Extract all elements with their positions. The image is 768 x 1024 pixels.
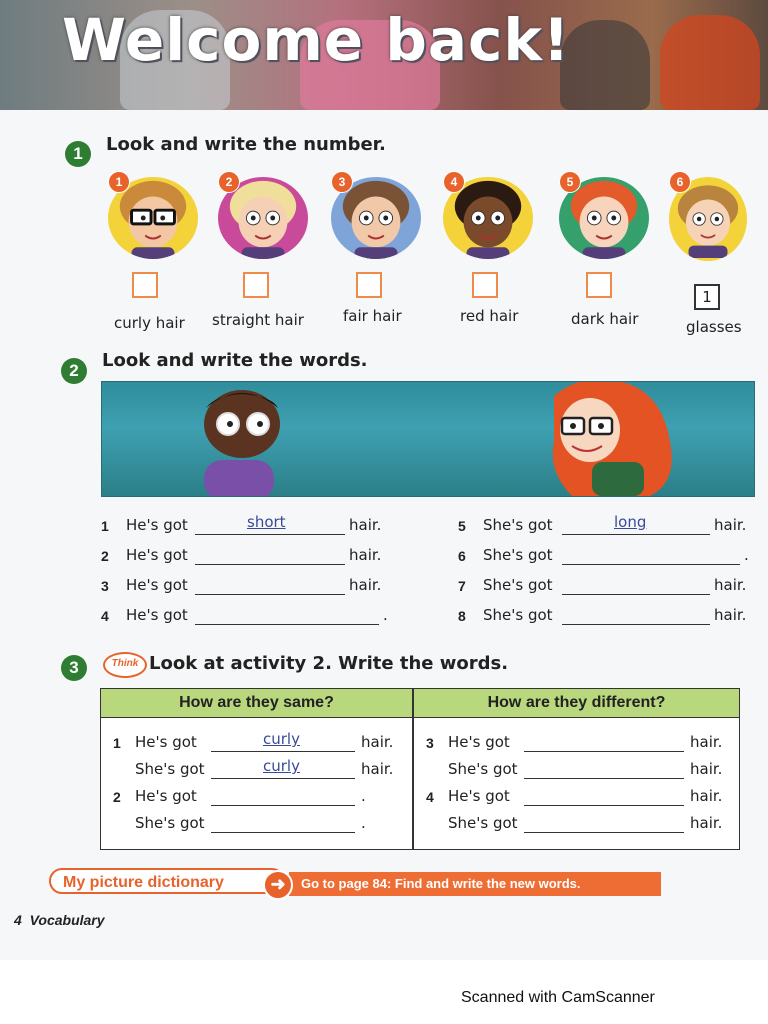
child-number-1: 1 [108,171,130,193]
sentence-end: hair. [690,814,723,832]
sentence-stem: She's got [448,814,518,832]
sentence-stem: He's got [126,516,188,534]
sentence-stem: She's got [135,814,205,832]
sentence-end: hair. [349,546,382,564]
answer-blank[interactable] [524,751,684,752]
hair-option-label: fair hair [343,307,402,325]
hair-option-label: glasses [686,318,742,336]
same-different-table [100,688,740,850]
answer-blank[interactable] [195,594,345,595]
arrow-right-icon: ➜ [263,870,293,900]
item-number: 6 [458,548,466,564]
answer-box-6[interactable]: 1 [694,284,720,310]
activity-3-badge: 3 [61,655,87,681]
sentence-stem: She's got [483,606,553,624]
same-column-header: How are they same? [101,689,412,718]
answer-box-2[interactable] [243,272,269,298]
item-number: 3 [101,578,109,594]
welcome-banner-photo [0,0,768,110]
sentence-end: . [361,787,366,805]
picture-dictionary-label: My picture dictionary [49,868,285,894]
written-answer: long [614,513,647,531]
child-number-2: 2 [218,171,240,193]
different-column-header: How are they different? [414,689,739,718]
sentence-stem: She's got [448,760,518,778]
answer-blank[interactable] [524,832,684,833]
child-number-6: 6 [669,171,691,193]
answer-box-5[interactable] [586,272,612,298]
sentence-end: . [383,606,388,624]
item-number: 1 [101,518,109,534]
item-number: 1 [113,735,121,751]
activity-3-heading: Look at activity 2. Write the words. [149,653,509,674]
answer-blank[interactable] [211,832,355,833]
activity-1-heading: Look and write the number. [106,134,386,155]
answer-blank[interactable] [562,594,710,595]
answer-blank[interactable] [524,805,684,806]
sentence-end: hair. [714,576,747,594]
sentence-stem: She's got [483,576,553,594]
item-number: 7 [458,578,466,594]
answer-blank[interactable] [211,778,355,779]
sentence-stem: He's got [448,733,510,751]
answer-blank[interactable] [562,564,740,565]
sentence-end: hair. [690,787,723,805]
item-number: 4 [426,789,434,805]
item-number: 8 [458,608,466,624]
answer-blank[interactable] [195,534,345,535]
sentence-stem: He's got [135,787,197,805]
sentence-end: . [744,546,749,564]
answer-blank[interactable] [211,751,355,752]
answer-blank[interactable] [195,624,379,625]
item-number: 2 [101,548,109,564]
hair-option-label: straight hair [212,311,304,329]
answer-blank[interactable] [195,564,345,565]
page-number: 4 [14,912,22,928]
hair-option-label: red hair [460,307,519,325]
hair-option-label: dark hair [571,310,639,328]
page-footer [14,912,105,928]
child-number-3: 3 [331,171,353,193]
picture-dictionary-link[interactable] [49,866,661,898]
sentence-stem: He's got [126,546,188,564]
scanner-watermark: Scanned with CamScanner [461,989,655,1006]
sentence-stem: He's got [126,576,188,594]
answer-blank[interactable] [211,805,355,806]
sentence-end: hair. [714,606,747,624]
sentence-stem: He's got [135,733,197,751]
boy-and-girl-illustration [101,381,755,497]
think-icon: Think [103,652,147,678]
item-number: 4 [101,608,109,624]
activity-2-heading: Look and write the words. [102,350,368,371]
activity-2-badge: 2 [61,358,87,384]
answer-blank[interactable] [562,624,710,625]
sentence-stem: She's got [483,516,553,534]
answer-box-3[interactable] [356,272,382,298]
sentence-end: hair. [361,733,394,751]
sentence-stem: He's got [448,787,510,805]
sentence-end: hair. [361,760,394,778]
written-answer: short [247,513,286,531]
sentence-end: hair. [690,760,723,778]
hair-option-label: curly hair [114,314,185,332]
child-number-4: 4 [443,171,465,193]
item-number: 2 [113,789,121,805]
answer-blank[interactable] [562,534,710,535]
written-answer: curly [263,730,300,748]
sentence-end: hair. [349,516,382,534]
activity-1-badge: 1 [65,141,91,167]
sentence-stem: She's got [483,546,553,564]
item-number: 3 [426,735,434,751]
answer-box-1[interactable] [132,272,158,298]
child-number-5: 5 [559,171,581,193]
section-name: Vocabulary [29,912,105,928]
written-answer: curly [263,757,300,775]
picture-dictionary-instruction: Go to page 84: Find and write the new words. [289,872,661,896]
page-title: Welcome back! [62,6,571,74]
sentence-stem: He's got [126,606,188,624]
answer-blank[interactable] [524,778,684,779]
answer-box-4[interactable] [472,272,498,298]
sentence-end: hair. [349,576,382,594]
sentence-end: hair. [714,516,747,534]
item-number: 5 [458,518,466,534]
sentence-stem: She's got [135,760,205,778]
sentence-end: hair. [690,733,723,751]
sentence-end: . [361,814,366,832]
